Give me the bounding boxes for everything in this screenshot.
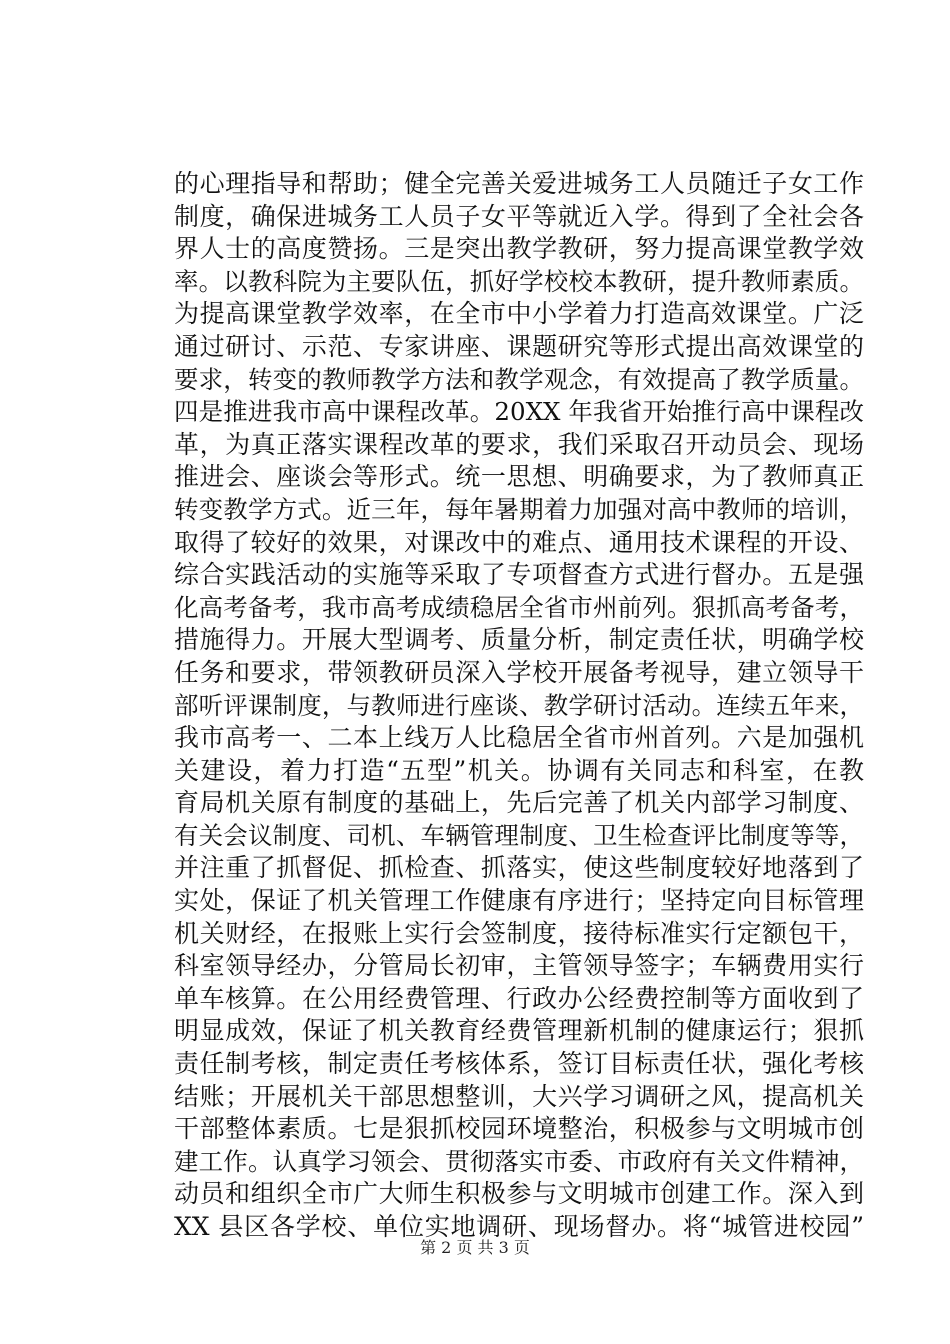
document-body <box>174 168 864 1244</box>
text-line: 为提高课堂教学效率，在全市中小学着力打造高效课堂。广泛 <box>174 299 864 329</box>
text-line: 四是推进我市高中课程改革。20XX 年我省开始推行高中课程改 <box>174 397 864 427</box>
text-line: 我市高考一、二本上线万人比稳居全省市州首列。六是加强机 <box>174 723 864 753</box>
text-line: 转变教学方式。近三年，每年暑期着力加强对高中教师的培训， <box>174 494 864 524</box>
text-line: 结账；开展机关干部思想整训，大兴学习调研之风，提高机关 <box>174 1081 864 1111</box>
text-line: 科室领导经办，分管局长初审，主管领导签字；车辆费用实行 <box>174 951 864 981</box>
text-line: 任务和要求，带领教研员深入学校开展备考视导，建立领导干 <box>174 657 864 687</box>
text-line: 制度，确保进城务工人员子女平等就近入学。得到了全社会各 <box>174 201 864 231</box>
text-line: 通过研讨、示范、专家讲座、课题研究等形式提出高效课堂的 <box>174 331 864 361</box>
page-number-footer: 第 2 页 共 3 页 <box>420 1238 530 1257</box>
text-line: 化高考备考，我市高考成绩稳居全省市州前列。狠抓高考备考， <box>174 592 864 622</box>
text-line: 推进会、座谈会等形式。统一思想、明确要求，为了教师真正 <box>174 462 864 492</box>
text-line: 措施得力。开展大型调考、质量分析，制定责任状，明确学校 <box>174 625 864 655</box>
text-line: 机关财经，在报账上实行会签制度，接待标准实行定额包干， <box>174 918 864 948</box>
text-line: 明显成效，保证了机关教育经费管理新机制的健康运行；狠抓 <box>174 1016 864 1046</box>
text-line: 并注重了抓督促、抓检查、抓落实，使这些制度较好地落到了 <box>174 853 864 883</box>
text-line: 革，为真正落实课程改革的要求，我们采取召开动员会、现场 <box>174 429 864 459</box>
text-line: 有关会议制度、司机、车辆管理制度、卫生检查评比制度等等， <box>174 820 864 850</box>
text-line: 界人士的高度赞扬。三是突出教学教研，努力提高课堂教学效 <box>174 234 864 264</box>
text-line: 动员和组织全市广大师生积极参与文明城市创建工作。深入到 <box>174 1179 864 1209</box>
text-line: 责任制考核，制定责任考核体系，签订目标责任状，强化考核 <box>174 1049 864 1079</box>
text-line: 单车核算。在公用经费管理、行政办公经费控制等方面收到了 <box>174 983 864 1013</box>
text-line: 育局机关原有制度的基础上，先后完善了机关内部学习制度、 <box>174 788 864 818</box>
text-line: 综合实践活动的实施等采取了专项督查方式进行督办。五是强 <box>174 560 864 590</box>
text-line: 建工作。认真学习领会、贯彻落实市委、市政府有关文件精神， <box>174 1146 864 1176</box>
text-line: 的心理指导和帮助；健全完善关爱进城务工人员随迁子女工作 <box>174 169 864 198</box>
text-line: 关建设，着力打造“五型”机关。协调有关同志和科室，在教 <box>174 755 864 785</box>
text-line: 要求，转变的教师教学方法和教学观念，有效提高了教学质量。 <box>174 364 864 394</box>
text-line: 实处，保证了机关管理工作健康有序进行；坚持定向目标管理 <box>174 886 864 916</box>
text-line: 取得了较好的效果，对课改中的难点、通用技术课程的开设、 <box>174 527 864 557</box>
text-line: XX 县区各学校、单位实地调研、现场督办。将“城管进校园” <box>174 1212 864 1241</box>
text-line: 干部整体素质。七是狠抓校园环境整治，积极参与文明城市创 <box>174 1114 864 1144</box>
text-line: 部听评课制度，与教师进行座谈、教学研讨活动。连续五年来， <box>174 690 864 720</box>
text-line: 率。以教科院为主要队伍，抓好学校校本教研，提升教师素质。 <box>174 266 864 296</box>
